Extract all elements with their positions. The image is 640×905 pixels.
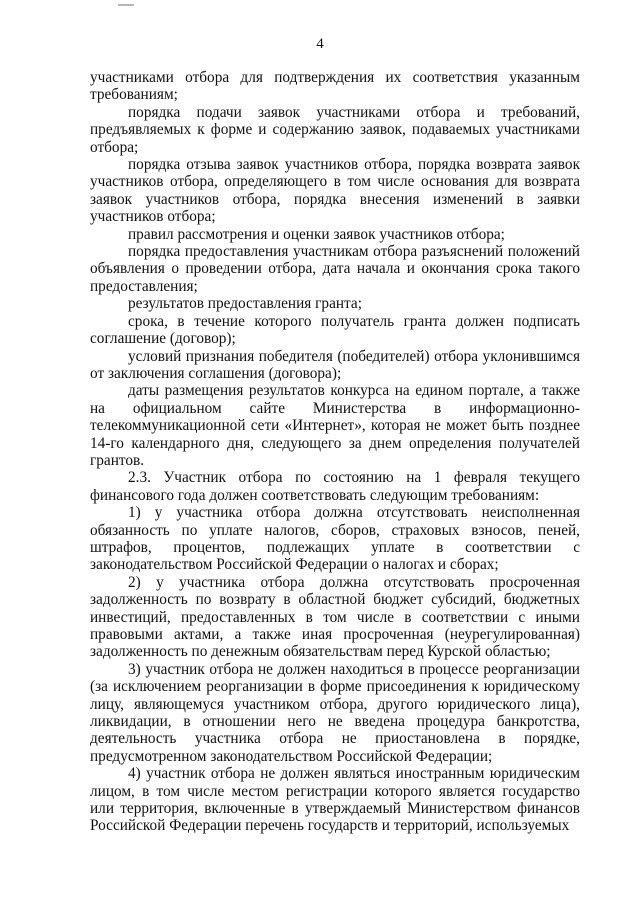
paragraph: срока, в течение которого получатель гранта должен подписать соглашение (договор);: [90, 312, 580, 348]
paragraph: условий признания победителя (победителей) отбора уклонившимся от заключения соглашения (договора);: [90, 347, 580, 382]
paragraph: порядка подачи заявок участниками отбора и требований, предъявляемых к форме и содержанию заявок, подаваемых участниками отбора;: [90, 103, 580, 156]
paragraph: порядка предоставления участникам отбора разъяснений положений объявления о проведении отбора, дата начала и окончания срока такого предоставления;: [90, 243, 580, 295]
paragraph: правил рассмотрения и оценки заявок участников отбора;: [128, 225, 505, 243]
paragraph: 2) у участника отбора должна отсутствовать просроченная задолженность по возврату в областной бюджет субсидий, бюджетных инвестиций, предоставленных в том числе в соответствии с иными правовыми актами, а также иная просроченная (неурегулированная) задолженность по денежным обязательствам перед Курской областью;: [90, 573, 580, 661]
paragraph: участниками отбора для подтверждения их соответствия указанным требованиям;: [90, 69, 580, 104]
paragraph: порядка отзыва заявок участников отбора, порядка возврата заявок участников отбора, определяющего в том числе основания для возврата заявок участников отбора, порядка внесения изменений в заявки участников отбора;: [90, 156, 580, 226]
paragraph: 4) участник отбора не должен являться иностранным юридическим лицом, в том числе местом регистрации которого является государство или территория, включенные в утверждаемый Министерством финансов Российской Федерации перечень государств и территорий, используемых: [90, 765, 580, 835]
paragraph: результатов предоставления гранта;: [128, 295, 362, 313]
document-body: [90, 69, 580, 835]
page-number: 4: [316, 36, 324, 52]
paragraph: 3) участник отбора не должен находиться в процессе реорганизации (за исключением реорганизации в форме присоединения к юридическому лицу, являющемуся участником отбора, другого юридического лица), ликвидации, в отношении него не введена процедура банкротства, деятельность участника отбора не приостановлена в порядке, предусмотренном законодательством Российской Федерации;: [90, 660, 580, 765]
paragraph: 1) у участника отбора должна отсутствовать неисполненная обязанность по уплате налогов, сборов, страховых взносов, пеней, штрафов, процентов, подлежащих уплате в соответствии с законодательством Российской Федерации о налогах и сборах;: [90, 504, 580, 574]
paragraph: 2.3. Участник отбора по состоянию на 1 февраля текущего финансового года должен соответствовать следующим требованиям:: [90, 469, 580, 504]
paragraph: даты размещения результатов конкурса на едином портале, а также на официальном сайте Министерства в информационно-телекоммуникационной сети «Интернет», которая не может быть позднее 14-го календарного дня, следующего за днем определения получателей грантов.: [90, 382, 580, 469]
scan-artifact: [118, 4, 134, 6]
